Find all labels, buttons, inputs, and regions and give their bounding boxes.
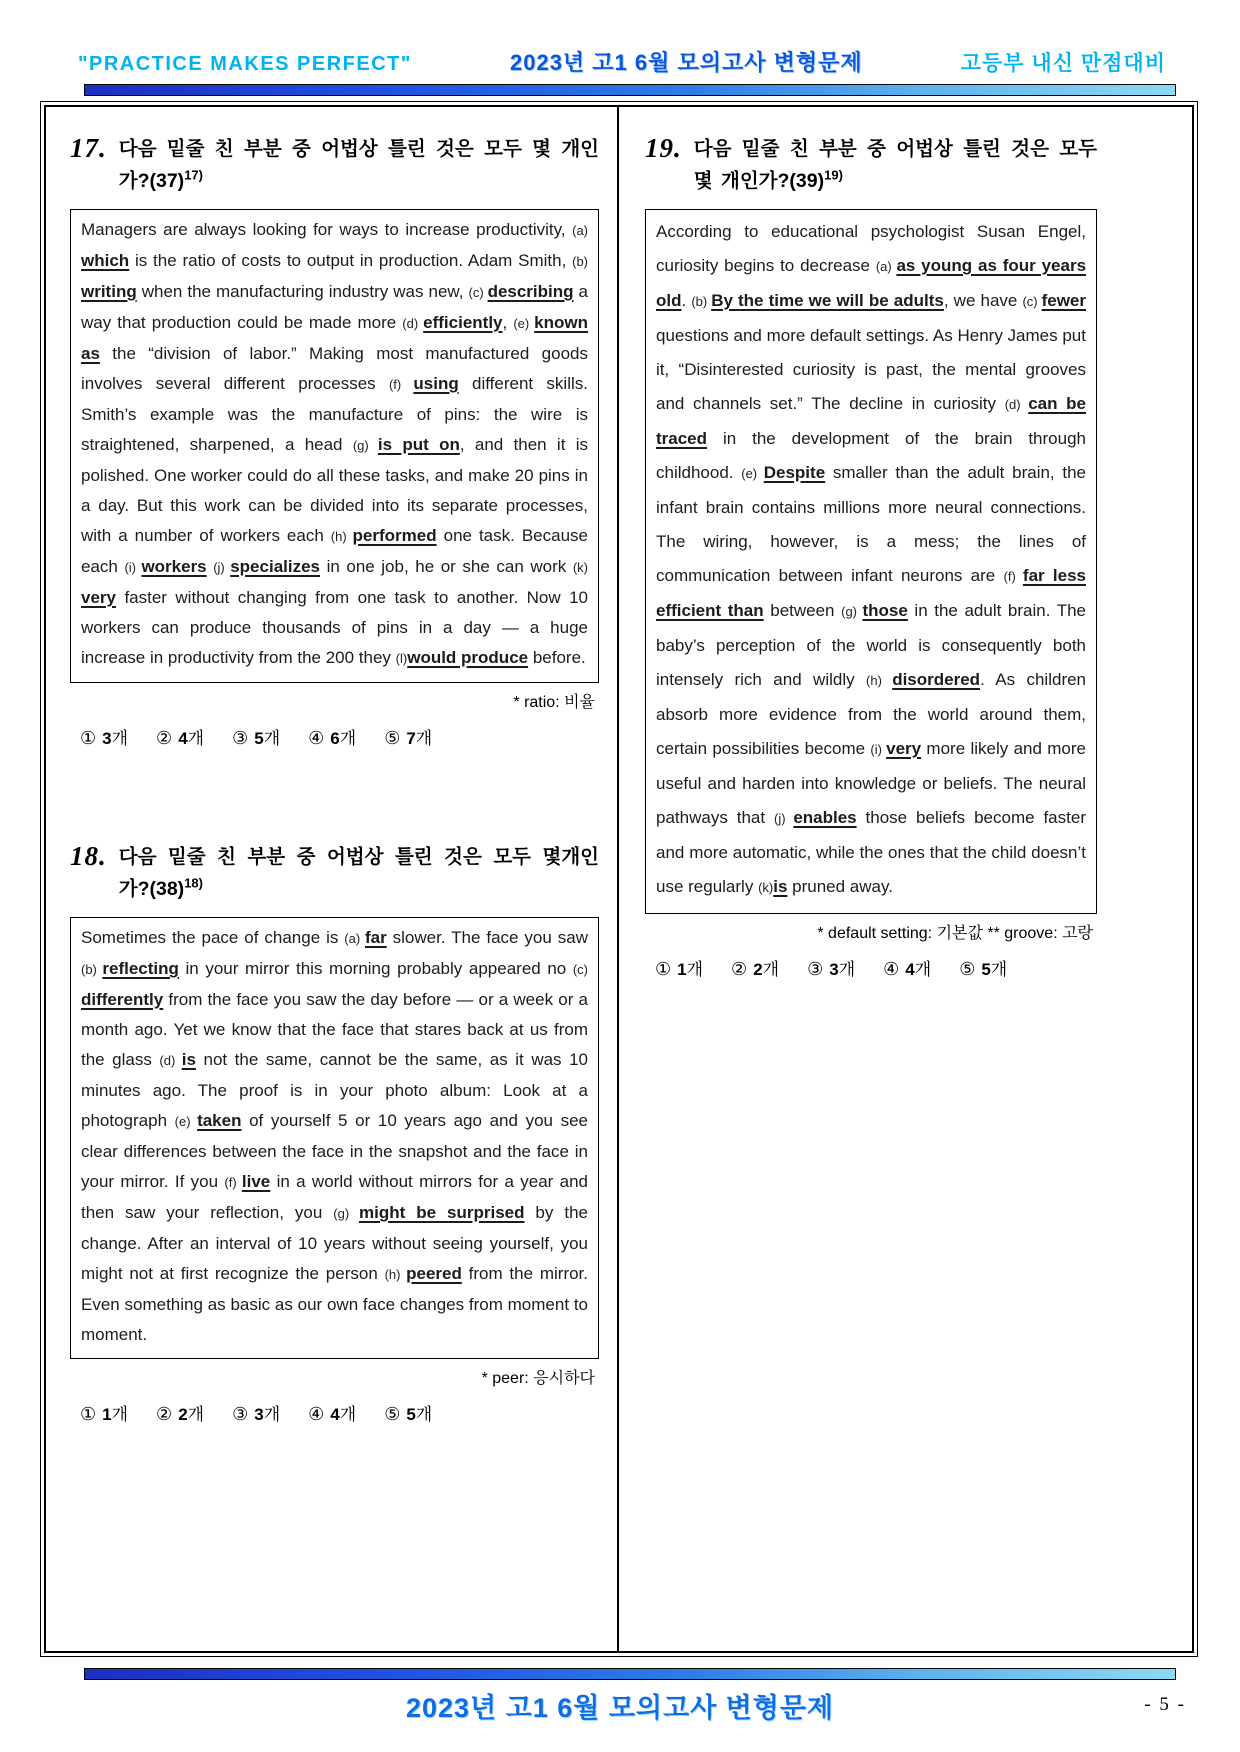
answer-choice: ③ 3개 — [232, 1404, 281, 1424]
answer-choice: ② 4개 — [156, 728, 205, 748]
header-title: 2023년 고1 6월 모의고사 변형문제 — [509, 50, 863, 75]
question-number: 17. — [70, 133, 107, 163]
passage-footnote: * default setting: 기본값 ** groove: 고랑 — [817, 925, 1093, 942]
passage-box: Sometimes the pace of change is (a) far slower. The face you saw (b) reflecting in your mirror this morning probably appeared no (c) differently from the face you saw the day before — or a week or a month ago. Yet we know that the face that stares back at us from the glass (d) is not the same, cannot be the same, as it was 10 minutes ago. The proof is in your photo album: Look at a photograph (e) taken of yourself 5 or 10 years ago and you see clear differences between the face in the snapshot and the face in your mirror. If you (f) live in a world without mirrors for a year and then saw your reflection, you (g) might be surprised by the change. After an interval of 10 years without seeing yourself, you might not at first recognize the person (h) peered from the mirror. Even something as basic as our own face changes from moment to moment. — [70, 917, 599, 1359]
choice-circle-number: ④ — [308, 1404, 325, 1424]
left-column — [46, 107, 619, 1651]
passage-box: According to educational psychologist Susan Engel, curiosity begins to decrease (a) as young as four years old. (b) By the time we will be adults, we have (c) fewer questions and more default settings. As Henry James put it, “Disinterested curiosity is past, the mental grooves and channels set.” The decline in curiosity (d) can be traced in the development of the brain through childhood. (e) Despite smaller than the adult brain, the infant brain contains millions more neural connections. The wiring, however, is a mess; the lines of communication between infant neurons are (f) far less efficient than between (g) those in the adult brain. The baby’s perception of the world is consequently both intensely rich and wildly (h) disordered. As children absorb more evidence from the world around them, certain possibilities become (i) very more likely and more useful and harden into knowledge or beliefs. The neural pathways that (j) enables those beliefs become faster and more automatic, while the ones that the child doesn’t use regularly (k)is pruned away. — [645, 209, 1097, 914]
answer-choice: ⑤ 7개 — [384, 728, 433, 748]
right-column — [619, 107, 1192, 1651]
choice-circle-number: ③ — [232, 1404, 249, 1424]
choice-circle-number: ① — [80, 1404, 97, 1424]
answer-choice: ⑤ 5개 — [959, 959, 1008, 979]
answer-choices — [70, 1400, 599, 1429]
choice-circle-number: ④ — [308, 728, 325, 748]
content-frame-inner — [44, 105, 1194, 1653]
footer-title: 2023년 고1 6월 모의고사 변형문제 — [405, 1693, 834, 1723]
question-19 — [645, 133, 1097, 984]
choice-circle-number: ⑤ — [384, 1404, 401, 1424]
content-frame — [40, 101, 1198, 1657]
choice-circle-number: ③ — [807, 959, 824, 979]
page-header — [78, 46, 1166, 77]
answer-choices — [645, 955, 1097, 984]
answer-choice: ④ 6개 — [308, 728, 357, 748]
choice-circle-number: ① — [80, 728, 97, 748]
question-prompt: 다음 밑줄 친 부분 중 어법상 틀린 것은 모두 몇개인가$?(38)^{18)}$ — [118, 846, 599, 900]
header-motto: "PRACTICE MAKES PERFECT" — [78, 53, 412, 75]
choice-circle-number: ② — [731, 959, 748, 979]
answer-choice: ② 2개 — [731, 959, 780, 979]
passage-footnote: * ratio: 비율 — [513, 694, 595, 711]
choice-circle-number: ① — [655, 959, 672, 979]
answer-choice: ⑤ 5개 — [384, 1404, 433, 1424]
choice-circle-number: ⑤ — [384, 728, 401, 748]
question-number: 19. — [645, 133, 682, 163]
question-18-heading — [70, 841, 599, 905]
answer-choice: ① 1개 — [80, 1404, 129, 1424]
answer-choice: ① 3개 — [80, 728, 129, 748]
passage-footnote: * peer: 응시하다 — [481, 1370, 595, 1387]
answer-choice: ④ 4개 — [308, 1404, 357, 1424]
passage-box: Managers are always looking for ways to increase productivity, (a) which is the ratio of costs to output in production. Adam Smith, (b) writing when the manufacturing industry was new, (c) describing a way that production could be made more (d) efficiently, (e) known as the “division of labor.” Making most manufactured goods involves several different processes (f) using different skills. Smith’s example was the manufacture of pins: the wire is straightened, sharpened, a head (g) is put on, and then it is polished. One worker could do all these tasks, and make 20 pins in a day. But this work can be divided into its separate processes, with a number of workers each (h) performed one task. Because each (i) workers (j) specializes in one job, he or she can work (k) very faster without changing from one task to another. Now 10 workers can produce thousands of pins in a day — a huge increase in productivity from the 200 they (l)would produce before. — [70, 209, 599, 683]
answer-choices — [70, 724, 599, 753]
choice-circle-number: ⑤ — [959, 959, 976, 979]
header-right-label: 고등부 내신 만점대비 — [960, 52, 1166, 75]
answer-choice: ① 1개 — [655, 959, 704, 979]
answer-choice: ③ 3개 — [807, 959, 856, 979]
choice-circle-number: ③ — [232, 728, 249, 748]
page-number: - 5 - — [1144, 1694, 1186, 1715]
question-prompt: 다음 밑줄 친 부분 중 어법상 틀린 것은 모두 몇 개인가$?(39)^{19)}$ — [693, 138, 1097, 192]
question-17-heading — [70, 133, 599, 197]
question-17 — [70, 133, 599, 753]
choice-circle-number: ④ — [883, 959, 900, 979]
question-19-heading — [645, 133, 1097, 197]
answer-choice: ③ 5개 — [232, 728, 281, 748]
footer-gradient-bar — [84, 1668, 1176, 1680]
answer-choice: ④ 4개 — [883, 959, 932, 979]
question-18 — [70, 841, 599, 1429]
choice-circle-number: ② — [156, 1404, 173, 1424]
header-gradient-bar — [84, 84, 1176, 96]
question-prompt: 다음 밑줄 친 부분 중 어법상 틀린 것은 모두 몇 개인가$?(37)^{17)}$ — [118, 138, 599, 192]
choice-circle-number: ② — [156, 728, 173, 748]
answer-choice: ② 2개 — [156, 1404, 205, 1424]
page-footer — [0, 1686, 1240, 1736]
question-number: 18. — [70, 841, 107, 871]
